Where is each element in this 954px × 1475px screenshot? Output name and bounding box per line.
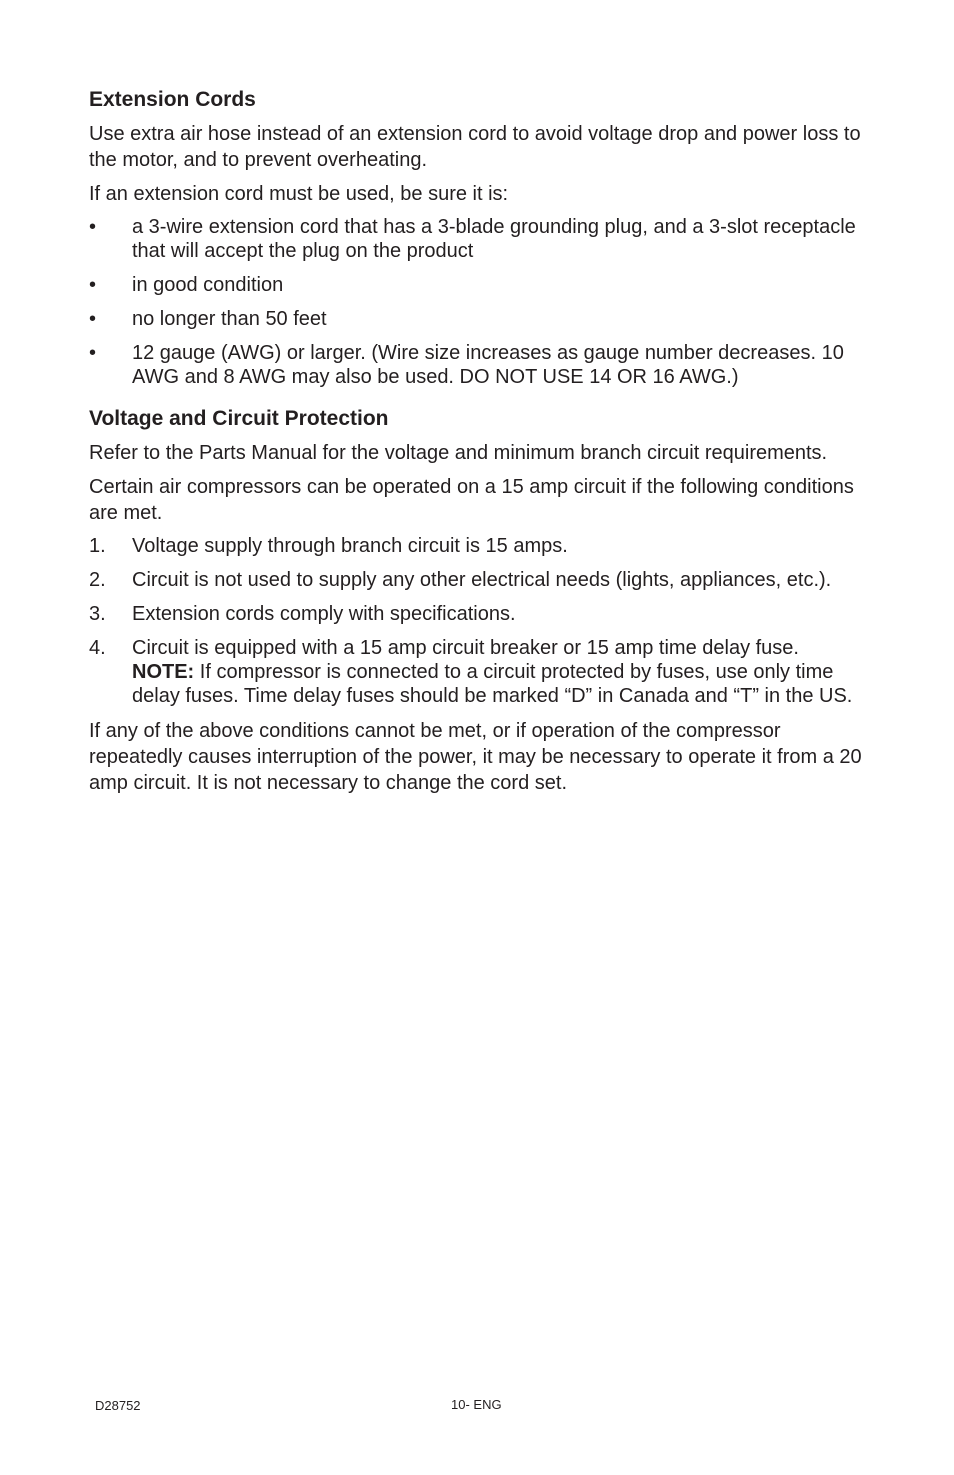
list-item-text-after: If compressor is connected to a circuit protected by fuses, use only time delay fuses. Time delay fuses should be marked “D” in Canada and “T” in the US. bbox=[132, 661, 853, 707]
extension-requirements-list bbox=[89, 215, 864, 389]
list-number: 4. bbox=[89, 637, 106, 659]
list-item bbox=[89, 273, 864, 297]
list-item bbox=[89, 568, 864, 592]
list-item bbox=[89, 341, 864, 389]
heading-voltage-circuit: Voltage and Circuit Protection bbox=[89, 407, 389, 430]
paragraph-closing: If any of the above conditions cannot be met, or if operation of the compressor repeatedly causes interruption of the power, it may be necessary to operate it from a 20 amp circuit. It is not necessary to change the cord set. bbox=[89, 720, 862, 794]
document-page bbox=[89, 86, 864, 804]
list-item-text: a 3-wire extension cord that has a 3-blade grounding plug, and a 3-slot receptacle that will accept the plug on the product bbox=[132, 216, 856, 262]
page-number: 10- ENG bbox=[451, 1397, 502, 1412]
list-number: 3. bbox=[89, 603, 106, 625]
list-item-text: Extension cords comply with specifications. bbox=[132, 603, 516, 625]
list-item-text: 12 gauge (AWG) or larger. (Wire size increases as gauge number decreases. 10 AWG and 8 AWG may also be used. DO NOT USE 14 OR 16 AWG.) bbox=[132, 342, 844, 388]
list-item-text: Circuit is not used to supply any other electrical needs (lights, appliances, etc.). bbox=[132, 569, 832, 591]
bullet-marker: • bbox=[89, 308, 97, 330]
paragraph-conditions-lead: Certain air compressors can be operated on a 15 amp circuit if the following conditions are met. bbox=[89, 476, 854, 524]
bullet-marker: • bbox=[89, 342, 97, 364]
list-item bbox=[89, 307, 864, 331]
list-item bbox=[89, 636, 864, 708]
list-item bbox=[89, 215, 864, 263]
bullet-marker: • bbox=[89, 216, 97, 238]
bullet-marker: • bbox=[89, 274, 97, 296]
list-item bbox=[89, 534, 864, 558]
circuit-conditions-list bbox=[89, 534, 864, 708]
heading-extension-cords: Extension Cords bbox=[89, 88, 256, 111]
list-item-text-before: Circuit is equipped with a 15 amp circuit breaker or 15 amp time delay fuse. bbox=[132, 637, 799, 659]
document-code: D28752 bbox=[95, 1398, 141, 1413]
list-number: 1. bbox=[89, 535, 106, 557]
list-item bbox=[89, 602, 864, 626]
paragraph-voltage-intro: Refer to the Parts Manual for the voltage and minimum branch circuit requirements. bbox=[89, 442, 828, 464]
paragraph-extension-intro: Use extra air hose instead of an extension cord to avoid voltage drop and power loss to the motor, and to prevent overheating. bbox=[89, 123, 861, 171]
list-item-text: no longer than 50 feet bbox=[132, 308, 327, 330]
paragraph-extension-lead: If an extension cord must be used, be sure it is: bbox=[89, 183, 509, 205]
list-item-text: in good condition bbox=[132, 274, 284, 296]
list-number: 2. bbox=[89, 569, 106, 591]
list-item-text: Voltage supply through branch circuit is 15 amps. bbox=[132, 535, 568, 557]
note-label: NOTE: bbox=[132, 661, 195, 683]
